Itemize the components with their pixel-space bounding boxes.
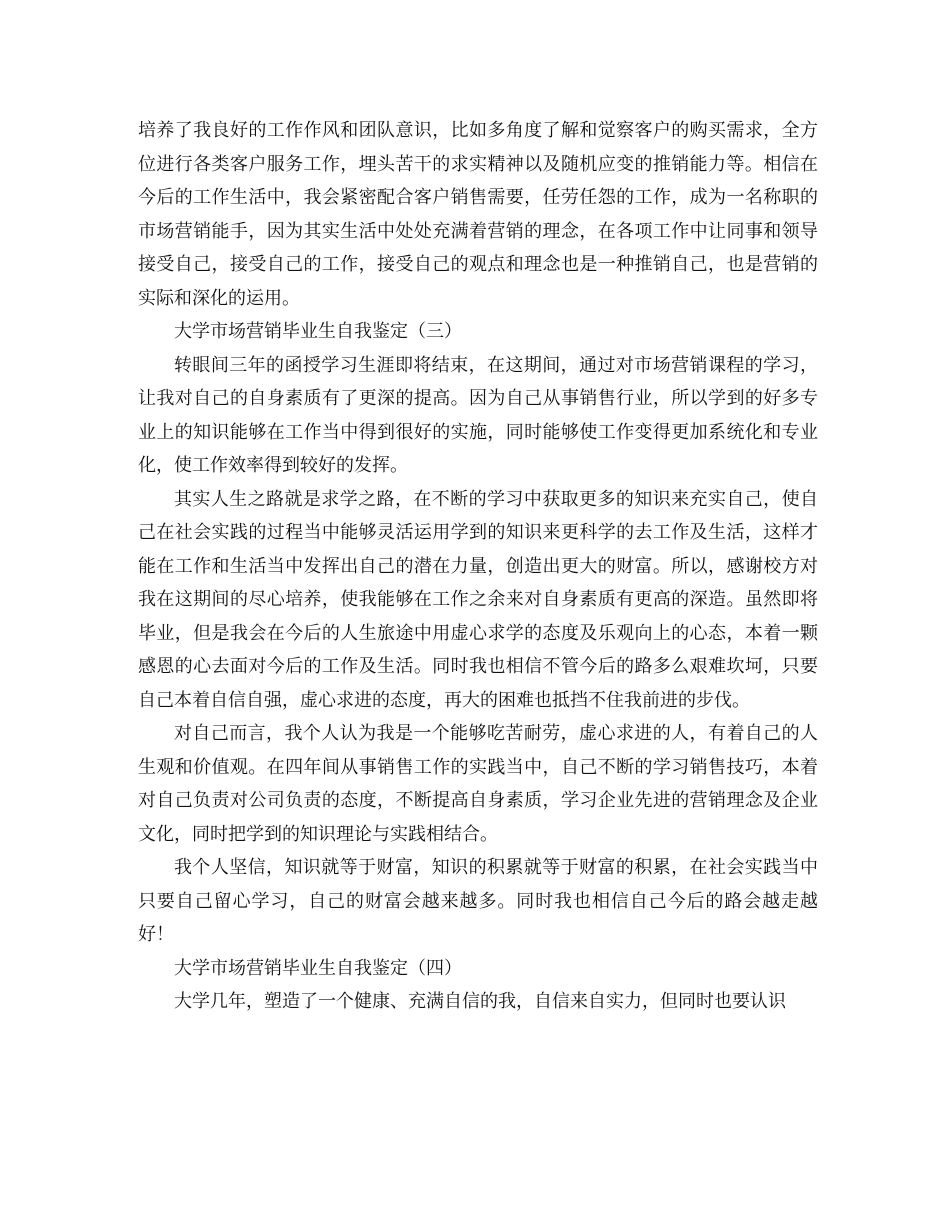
paragraph-intro-continuation: 培养了我良好的工作作风和团队意识，比如多角度了解和觉察客户的购买需求，全方位进行各类客户服务工作，埋头苦干的求实精神以及随机应变的推销能力等。相信在今后的工作生活中，我会紧密配合客户销售需要，任劳任怨的工作，成为一名称职的市场营销能手，因为其实生活中处处充满着营销的理念，在各项工作中让同事和领导接受自己，接受自己的工作，接受自己的观点和理念也是一种推销自己，也是营销的实际和深化的运用。 bbox=[138, 120, 818, 309]
section-heading-four: 大学市场营销毕业生自我鉴定（四） bbox=[174, 957, 462, 979]
paragraph-university-years: 大学几年，塑造了一个健康、充满自信的我，自信来自实力，但同时也要认识 bbox=[174, 991, 786, 1012]
paragraph-life-learning: 其实人生之路就是求学之路，在不断的学习中获取更多的知识来充实自己，使自己在社会实践的过程当中能够灵活运用学到的知识来更科学的去工作及生活，这样才能在工作和生活当中发挥出自己的潜在力量，创造出更大的财富。所以，感谢校方对我在这期间的尽心培养，使我能够在工作之余来对自身素质有更高的深造。虽然即将毕业，但是我会在今后的人生旅途中用虚心求学的态度及乐观向上的心态，本着一颗感恩的心去面对今后的工作及生活。同时我也相信不管今后的路多么艰难坎坷，只要自己本着自信自强，虚心求进的态度，再大的困难也抵挡不住我前进的步伐。 bbox=[138, 488, 818, 711]
paragraph-knowledge-wealth: 我个人坚信，知识就等于财富，知识的积累就等于财富的积累，在社会实践当中只要自己留心学习，自己的财富会越来越多。同时我也相信自己今后的路会越走越好！ bbox=[138, 857, 818, 945]
paragraph-self-assessment: 对自己而言，我个人认为我是一个能够吃苦耐劳，虚心求进的人，有着自己的人生观和价值观。在四年间从事销售工作的实践当中，自己不断的学习销售技巧，本着对自己负责对公司负责的态度，不断提高自身素质，学习企业先进的营销理念及企业文化，同时把学到的知识理论与实践相结合。 bbox=[138, 723, 818, 845]
paragraph-study-summary: 转眼间三年的函授学习生涯即将结束，在这期间，通过对市场营销课程的学习，让我对自己的自身素质有了更深的提高。因为自己从事销售行业，所以学到的好多专业上的知识能够在工作当中得到很好的实施，同时能够使工作变得更加系统化和专业化，使工作效率得到较好的发挥。 bbox=[138, 354, 818, 476]
section-heading-three: 大学市场营销毕业生自我鉴定（三） bbox=[174, 321, 462, 342]
document-body bbox=[138, 114, 818, 1019]
